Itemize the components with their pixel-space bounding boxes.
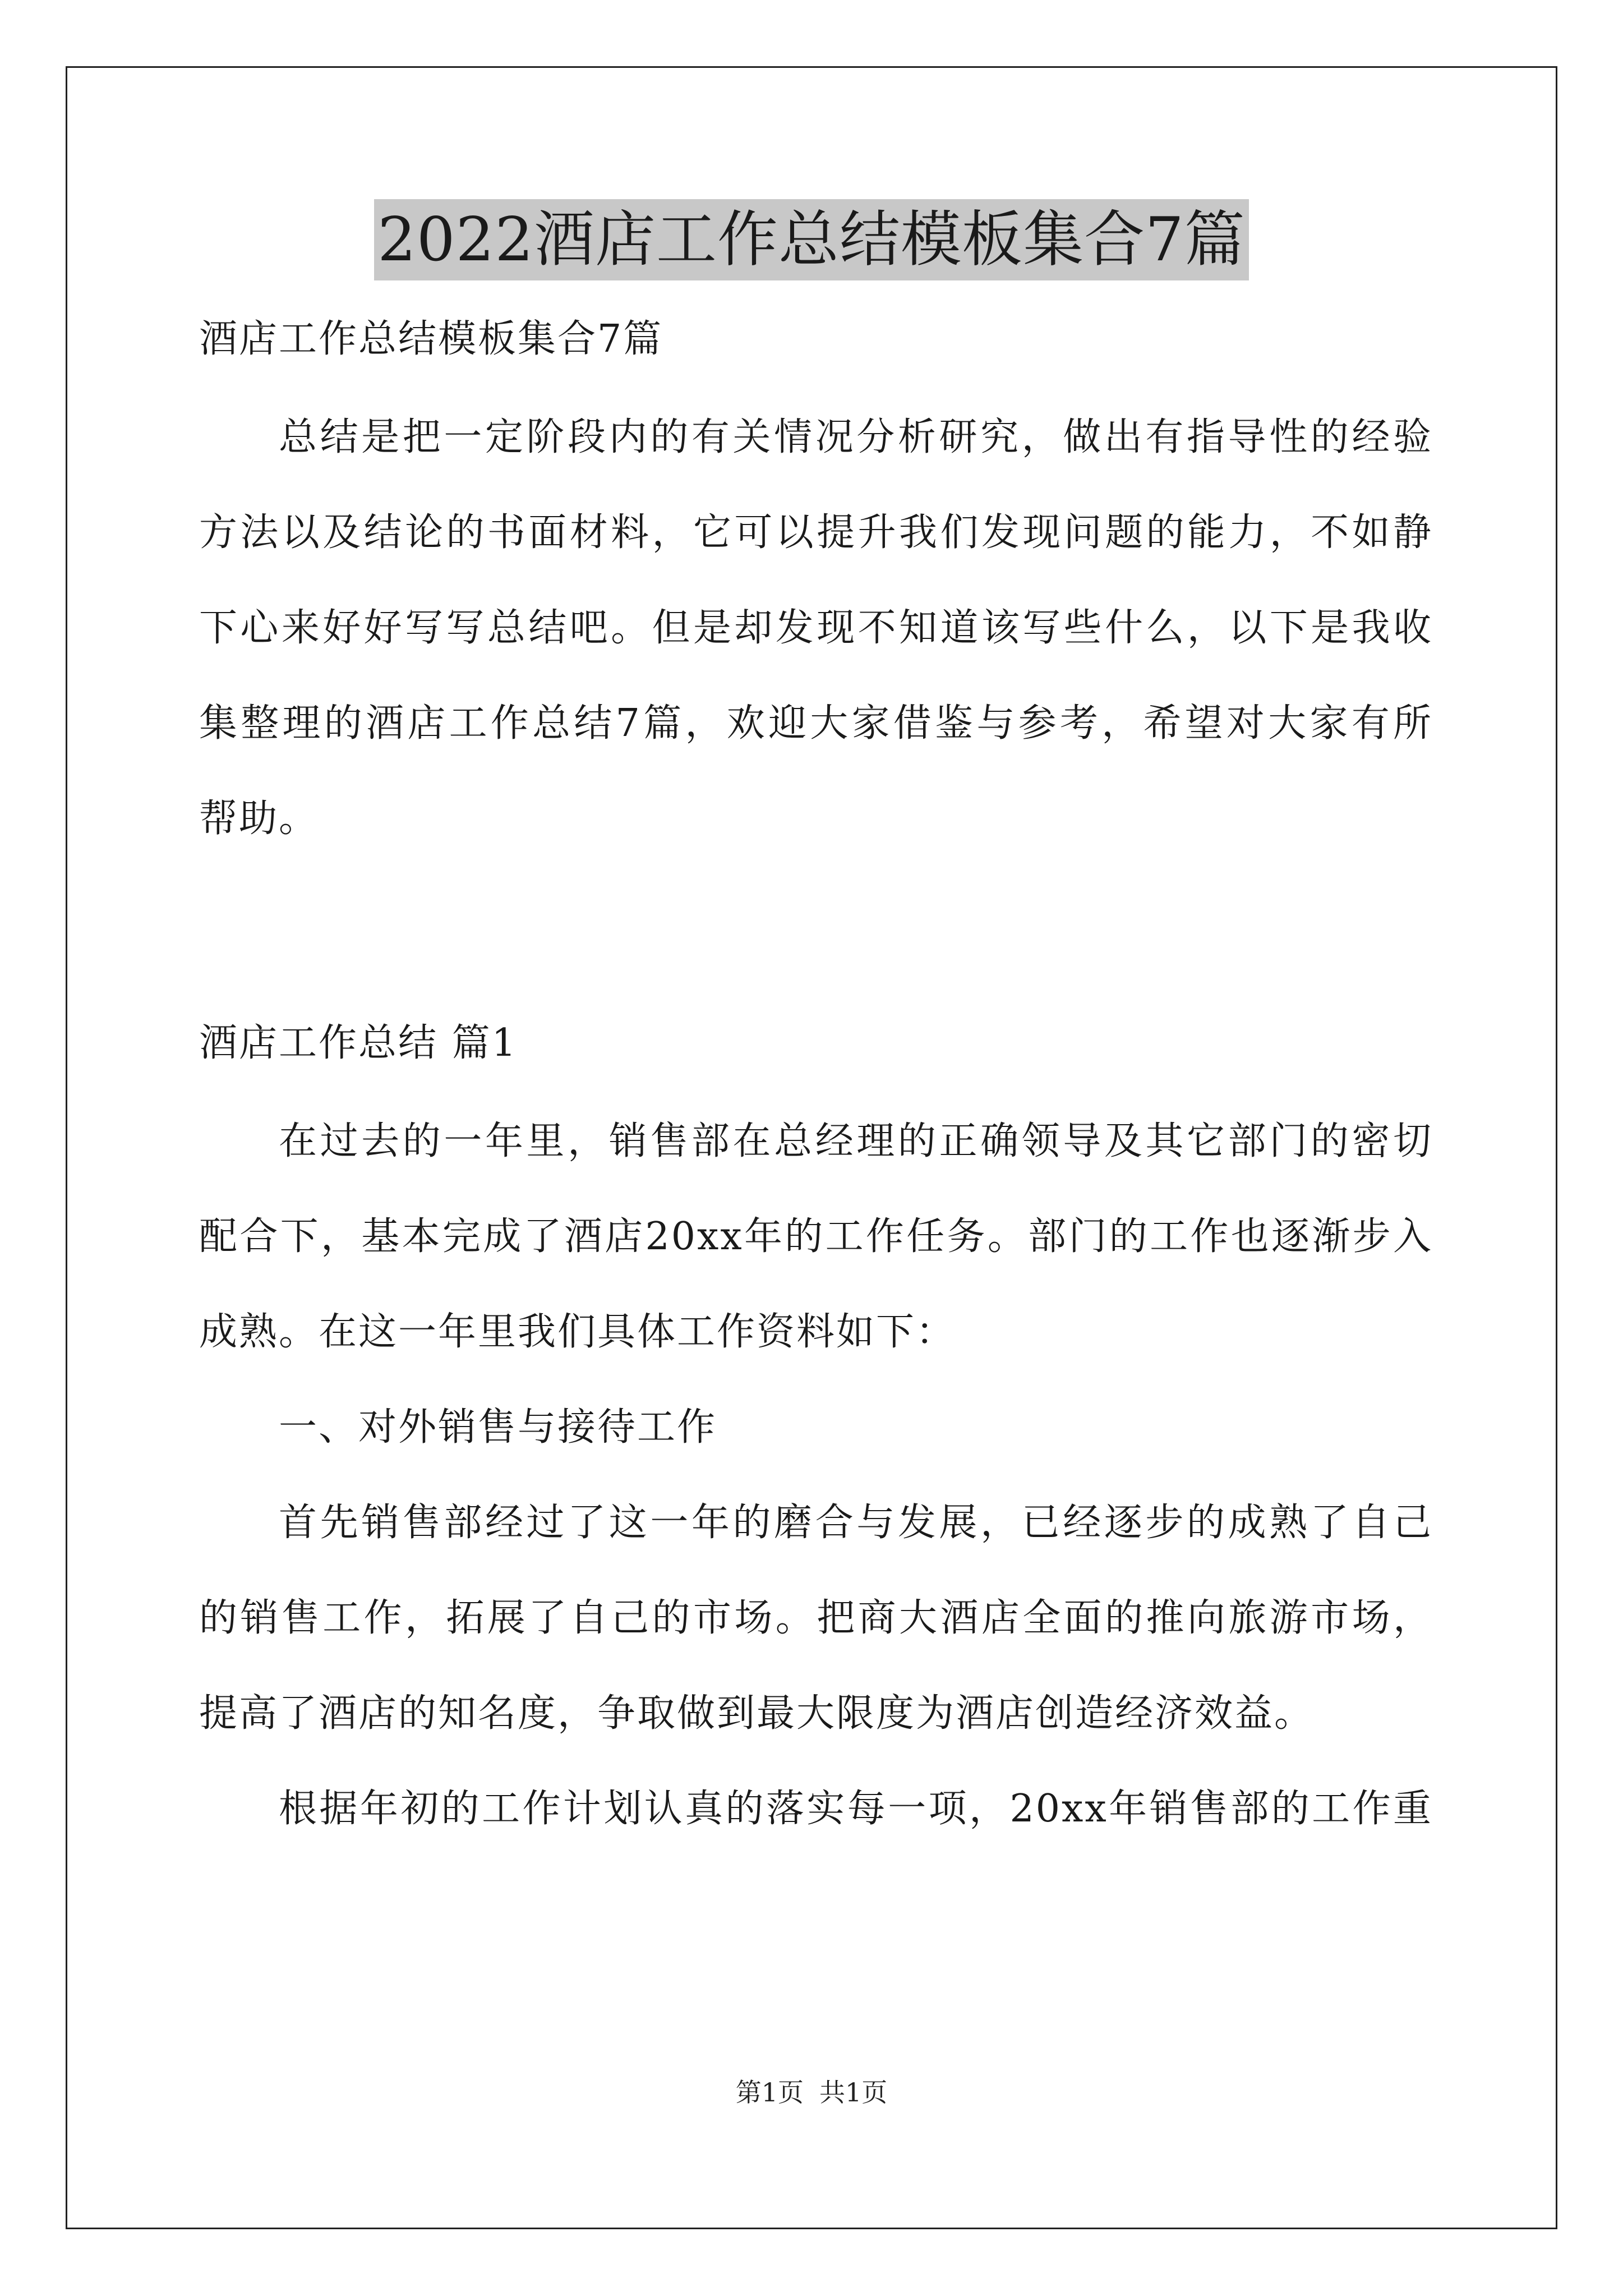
paragraph-line: 成熟。在这一年里我们具体工作资料如下： xyxy=(199,1310,956,1354)
section-heading: 酒店工作总结 篇1 xyxy=(199,1021,518,1065)
paragraph-line: 在过去的一年里，销售部在总经理的正确领导及其它部门的密切 xyxy=(279,1119,1433,1163)
paragraph-line: 的销售工作，拓展了自己的市场。把商大酒店全面的推向旅游市场， xyxy=(199,1596,1433,1640)
paragraph-line: 提高了酒店的知名度，争取做到最大限度为酒店创造经济效益。 xyxy=(199,1691,1315,1736)
paragraph-line: 下心来好好写写总结吧。但是却发现不知道该写些什么，以下是我收 xyxy=(199,606,1433,650)
paragraph-line: 帮助。 xyxy=(199,797,319,841)
paragraph-line: 根据年初的工作计划认真的落实每一项，20xx年销售部的工作重 xyxy=(279,1787,1433,1831)
paragraph-line: 首先销售部经过了这一年的磨合与发展，已经逐步的成熟了自己 xyxy=(279,1501,1433,1545)
paragraph-line: 方法以及结论的书面材料，它可以提升我们发现问题的能力，不如静 xyxy=(199,510,1433,555)
page-total: 共1页 xyxy=(819,2077,888,2108)
paragraph-line: 配合下，基本完成了酒店20xx年的工作任务。部门的工作也逐渐步入 xyxy=(199,1214,1433,1259)
subtitle-line: 酒店工作总结模板集合7篇 xyxy=(199,317,663,361)
title-container xyxy=(0,199,1623,280)
paragraph-line: 总结是把一定阶段内的有关情况分析研究，做出有指导性的经验 xyxy=(279,415,1433,459)
document-title: 2022酒店工作总结模板集合7篇 xyxy=(374,199,1249,280)
page-footer xyxy=(0,2076,1623,2109)
page-number: 第1页 xyxy=(735,2077,804,2108)
subsection-heading: 一、对外销售与接待工作 xyxy=(279,1405,717,1450)
paragraph-line: 集整理的酒店工作总结7篇，欢迎大家借鉴与参考，希望对大家有所 xyxy=(199,701,1433,746)
